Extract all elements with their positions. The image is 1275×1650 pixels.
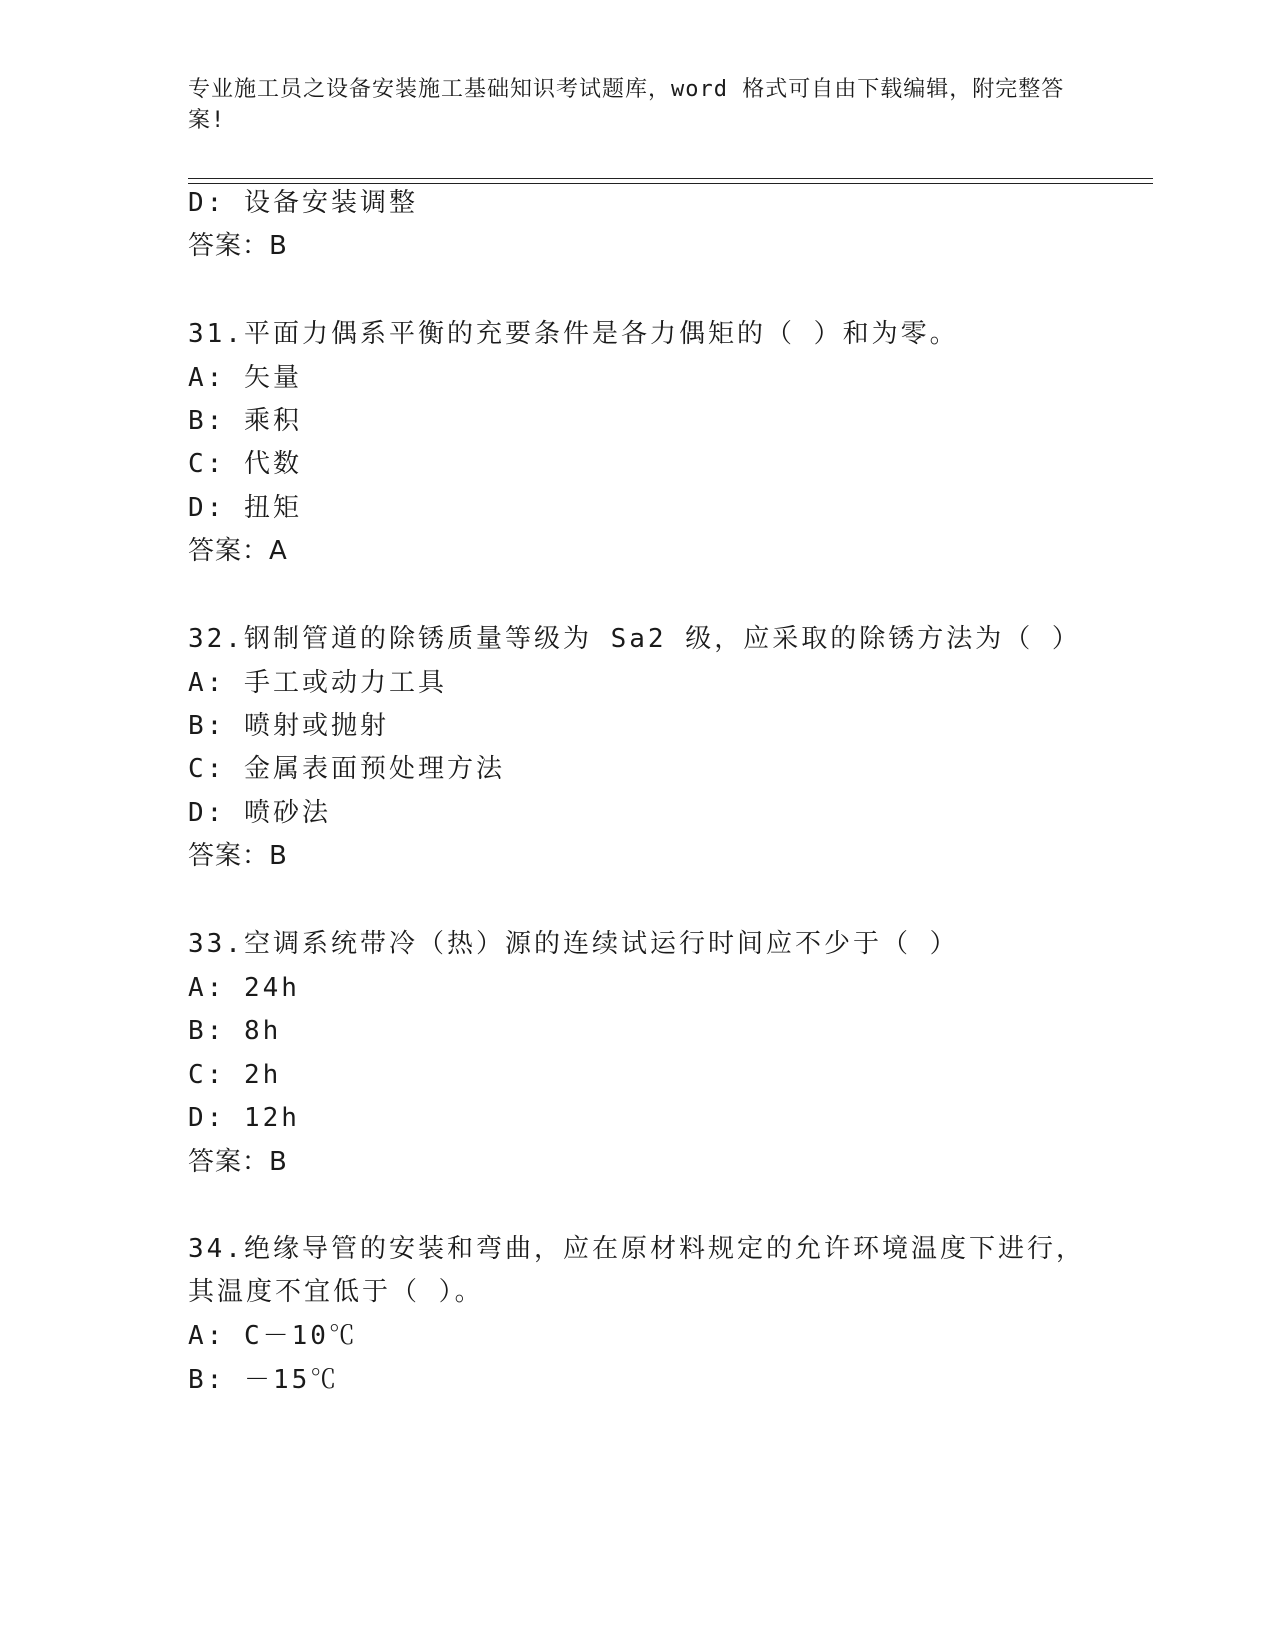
option-b: B: 喷射或抛射 [188, 711, 389, 741]
option-a: A: 矢量 [188, 363, 302, 393]
option-a: A: 手工或动力工具 [188, 668, 447, 698]
option-c: C: 金属表面预处理方法 [188, 754, 505, 784]
answer: 答案：A [188, 536, 288, 566]
question-stem: 32.钢制管道的除锈质量等级为 Sa2 级，应采取的除锈方法为（ ） [188, 624, 1081, 654]
header-divider-top [188, 178, 1153, 179]
question-stem: 31.平面力偶系平衡的充要条件是各力偶矩的（ ）和为零。 [188, 319, 959, 349]
option-c: C: 2h [188, 1060, 282, 1090]
option-d: D: 喷砂法 [188, 798, 331, 828]
document-header: 专业施工员之设备安装施工基础知识考试题库，word 格式可自由下载编辑，附完整答案! [188, 77, 1065, 133]
option-d: D: 12h [188, 1103, 300, 1133]
question-stem: 33.空调系统带冷（热）源的连续试运行时间应不少于（ ） [188, 929, 959, 959]
option-b: B: －15℃ [188, 1365, 340, 1395]
option-c: C: 代数 [188, 449, 302, 479]
option-d: D: 设备安装调整 [188, 188, 418, 218]
answer: 答案：B [188, 231, 288, 261]
question-stem: 34.绝缘导管的安装和弯曲，应在原材料规定的允许环境温度下进行， [188, 1234, 1085, 1264]
answer: 答案：B [188, 1147, 288, 1177]
header-divider-bottom [188, 183, 1153, 184]
option-a: A: 24h [188, 973, 300, 1003]
option-a: A: C－10℃ [188, 1321, 358, 1351]
question-stem-continued: 其温度不宜低于（ ）。 [188, 1277, 484, 1307]
option-d: D: 扭矩 [188, 493, 302, 523]
option-b: B: 8h [188, 1016, 282, 1046]
answer: 答案：B [188, 841, 288, 871]
option-b: B: 乘积 [188, 406, 302, 436]
